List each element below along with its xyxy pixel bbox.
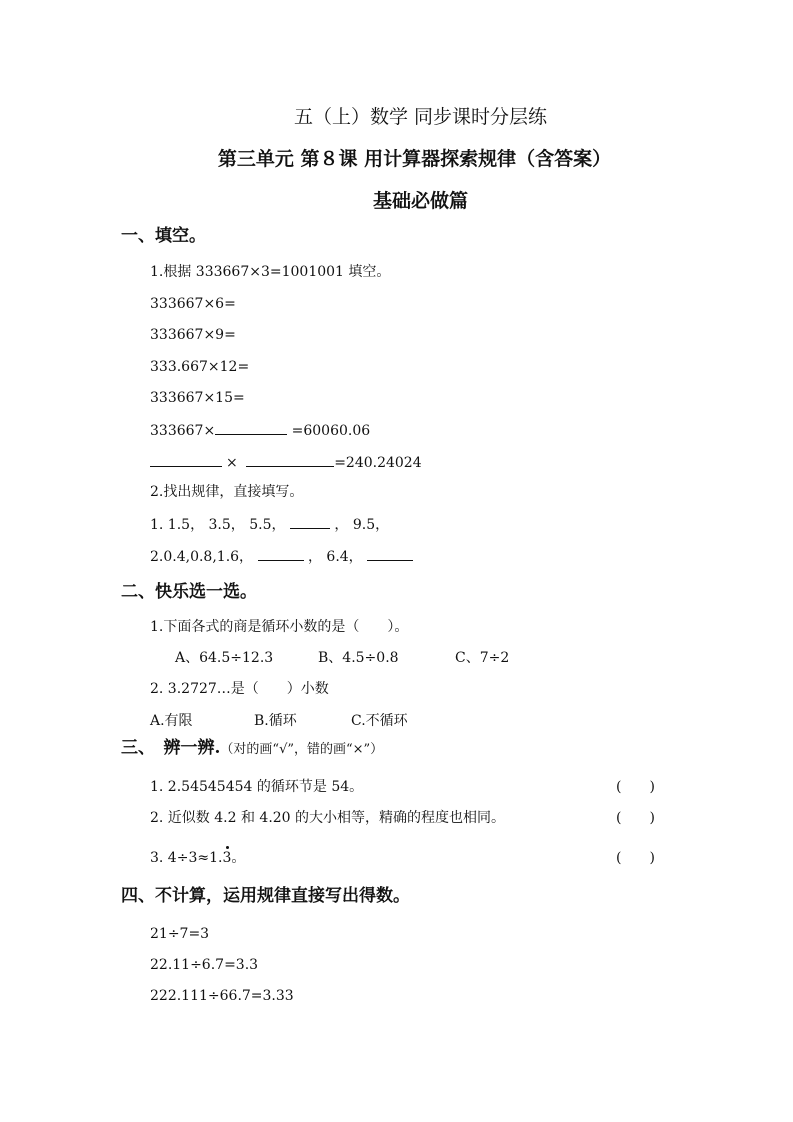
s1-q2-stem: 2.找出规律，直接填写。 <box>150 484 304 500</box>
s1-q1-line-2: 333667×9= <box>150 327 236 343</box>
s3-item-3-answer-bracket[interactable]: ( ) <box>616 850 655 866</box>
s2-q2-stem: 2. 3.2727…是（ ）小数 <box>150 681 329 697</box>
answer-blank[interactable] <box>150 454 222 467</box>
s1-q2-line-1 <box>150 516 389 532</box>
section-3-heading <box>121 740 383 757</box>
s2-q2-option-c[interactable]: C.不循环 <box>351 713 408 729</box>
section-1-heading: 一、填空。 <box>121 226 206 246</box>
s1-q2-line-2-start: 2.0.4,0.8,1.6， <box>150 549 254 565</box>
section-4-heading: 四、不计算，运用规律直接写出得数。 <box>121 886 410 906</box>
s1-q2-line-1-end: ， 9.5， <box>334 517 390 533</box>
s1-q1-line-6 <box>150 454 422 470</box>
s2-q1-option-a[interactable]: A、64.5÷12.3 <box>175 650 274 666</box>
s3-item-1: 1. 2.54545454 的循环节是 54。 <box>150 779 364 795</box>
lesson-subtitle: 第三单元 第８课 用计算器探索规律（含答案） <box>217 148 612 170</box>
s2-q2-option-a[interactable]: A.有限 <box>150 713 193 729</box>
section-2-heading: 二、快乐选一选。 <box>121 582 257 602</box>
answer-blank[interactable] <box>246 454 334 467</box>
s1-q1-line-5-start: 333667× <box>150 423 216 439</box>
answer-blank[interactable] <box>258 548 304 561</box>
section-3-title: 三、 辨一辨. <box>121 738 221 758</box>
s2-q1-stem: 1.下面各式的商是循环小数的是（ ）。 <box>150 619 409 635</box>
s4-line-2: 22.11÷6.7=3.3 <box>150 957 259 973</box>
repeating-decimal-digit: 3 <box>222 850 232 866</box>
level-title: 基础必做篇 <box>372 190 468 212</box>
document-title: 五（上）数学 同步课时分层练 <box>293 106 548 128</box>
s3-item-1-answer-bracket[interactable]: ( ) <box>616 779 655 795</box>
answer-blank[interactable] <box>215 422 287 435</box>
s1-q1-line-5-end: =60060.06 <box>291 423 371 439</box>
s1-q1-stem: 1.根据 333667×3=1001001 填空。 <box>150 264 391 280</box>
s3-item-3 <box>150 851 245 865</box>
section-3-note: （对的画“√”，错的画“×”） <box>220 742 384 757</box>
s2-q1-option-c[interactable]: C、7÷2 <box>455 650 510 666</box>
s1-q1-line-1: 333667×6= <box>150 296 236 312</box>
s1-q1-line-3: 333.667×12= <box>150 359 250 375</box>
s3-item-2: 2. 近似数 4.2 和 4.20 的大小相等，精确的程度也相同。 <box>150 810 506 826</box>
answer-blank[interactable] <box>290 516 330 529</box>
s3-item-2-answer-bracket[interactable]: ( ) <box>616 810 655 826</box>
s3-item-3-end: 。 <box>231 850 246 866</box>
s2-q1-option-b[interactable]: B、4.5÷0.8 <box>318 650 399 666</box>
s4-line-3: 222.111÷66.7=3.33 <box>150 988 294 1004</box>
s1-q1-line-6-times: × <box>226 455 238 471</box>
s1-q2-line-1-start: 1. 1.5， 3.5， 5.5， <box>150 517 286 533</box>
answer-blank[interactable] <box>367 548 413 561</box>
s1-q1-line-5 <box>150 422 370 438</box>
s2-q2-option-b[interactable]: B.循环 <box>254 713 297 729</box>
s1-q1-line-4: 333667×15= <box>150 390 245 406</box>
s4-line-1: 21÷7=3 <box>150 926 210 942</box>
s1-q2-line-2 <box>150 548 413 564</box>
s1-q2-line-2-mid: ， 6.4， <box>307 549 363 565</box>
s3-item-3-start: 3. 4÷3≈1. <box>150 850 223 866</box>
s1-q1-line-6-end: =240.24024 <box>334 455 422 471</box>
